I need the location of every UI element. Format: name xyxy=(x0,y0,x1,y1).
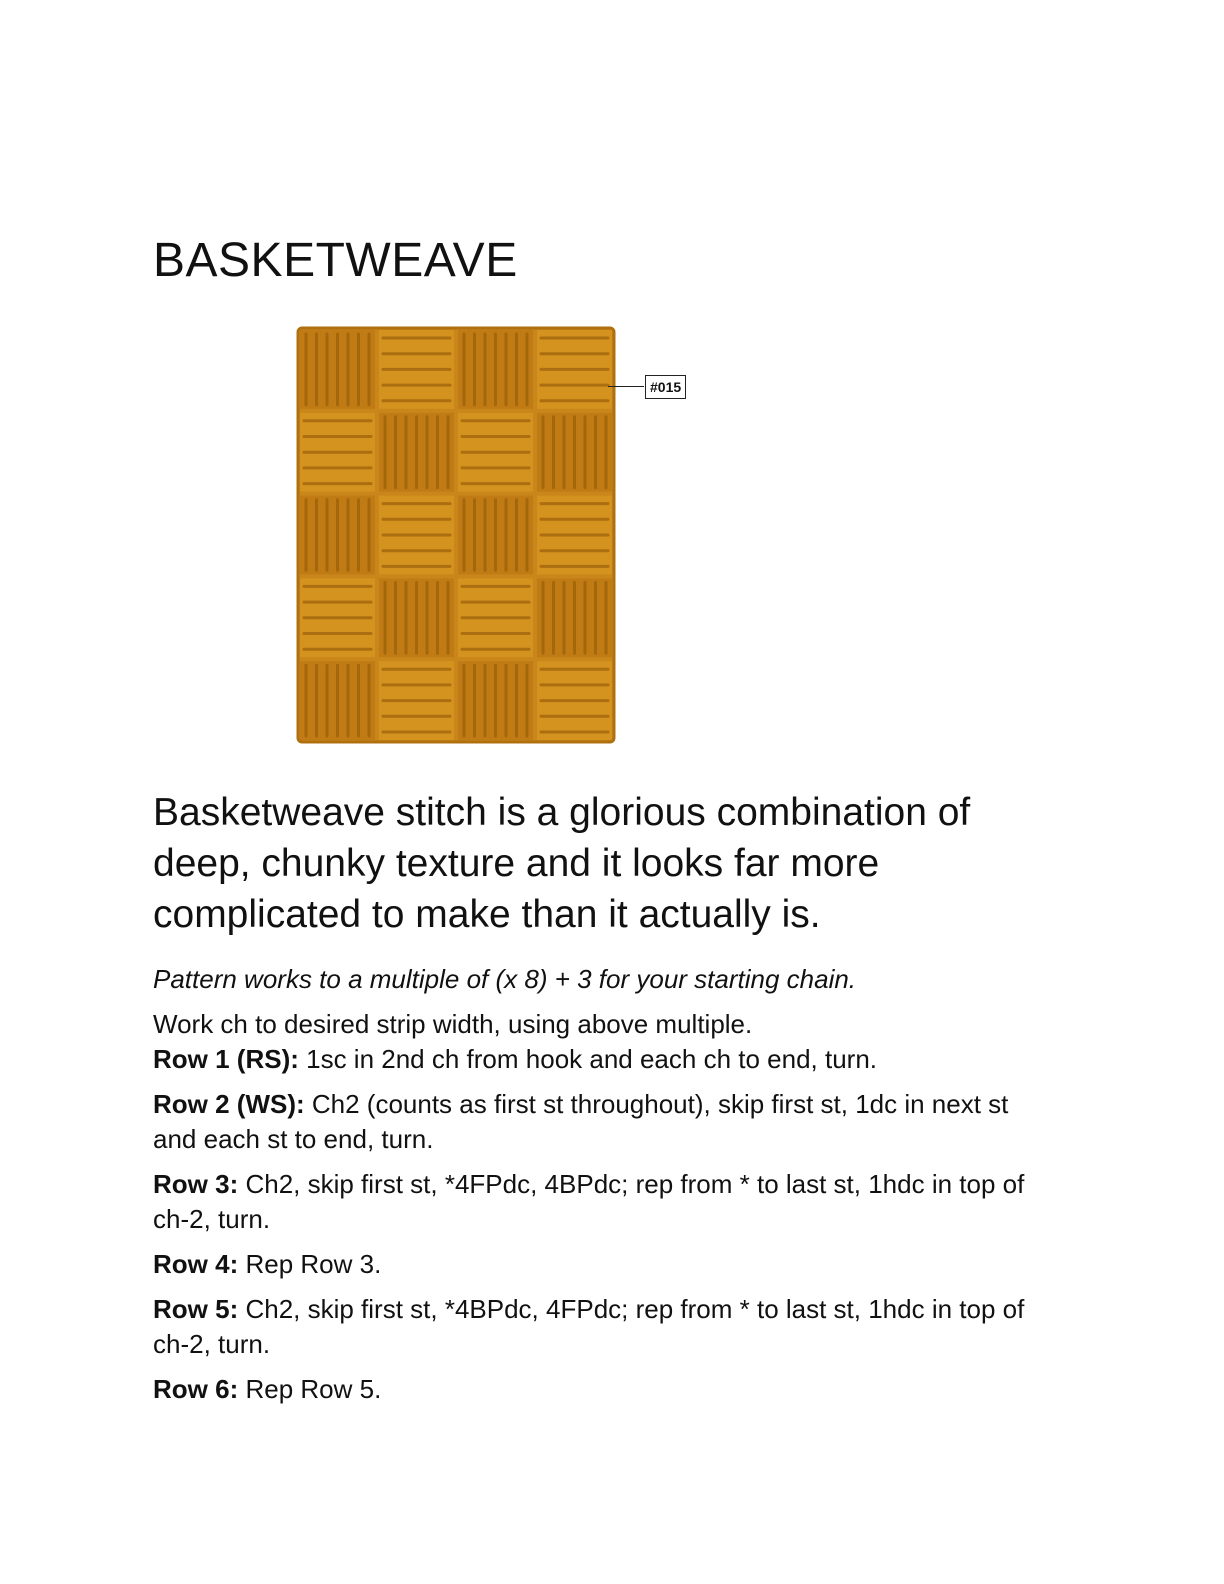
row-text: 1sc in 2nd ch from hook and each ch to end, turn. xyxy=(298,1044,878,1074)
row-text: Ch2, skip first st, *4FPdc, 4BPdc; rep from * to last st, 1hdc in top of ch-2, turn. xyxy=(153,1169,1025,1234)
swatch-figure xyxy=(296,326,716,746)
row-text: Ch2, skip first st, *4BPdc, 4FPdc; rep from * to last st, 1hdc in top of ch-2, turn. xyxy=(153,1294,1025,1359)
row-instruction xyxy=(153,1372,1053,1407)
row-label: Row 6: xyxy=(153,1374,239,1404)
row-instruction xyxy=(153,1087,1053,1157)
swatch-number-label: #015 xyxy=(645,375,686,399)
row-instruction xyxy=(153,1247,1053,1282)
row-text: Rep Row 5. xyxy=(238,1374,382,1404)
callout-leader-line xyxy=(608,386,644,387)
row-label: Row 1 (RS): xyxy=(153,1044,299,1074)
multiple-note: Pattern works to a multiple of (x 8) + 3 for your starting chain. xyxy=(153,964,857,994)
row-instruction xyxy=(153,1042,1053,1077)
row-text: Ch2 (counts as first st throughout), skip first st, 1dc in next st and each st to end, turn. xyxy=(153,1089,1009,1154)
row-label: Row 5: xyxy=(153,1294,239,1324)
row-instruction xyxy=(153,1292,1053,1362)
basketweave-swatch-image xyxy=(296,326,616,746)
row-label: Row 3: xyxy=(153,1169,239,1199)
row-text: Rep Row 3. xyxy=(238,1249,382,1279)
row-instruction xyxy=(153,1167,1053,1237)
row-label: Row 2 (WS): xyxy=(153,1089,305,1119)
intro-paragraph: Basketweave stitch is a glorious combination of deep, chunky texture and it looks far more complicated to make than it actually is. xyxy=(153,791,971,936)
foundation-instruction: Work ch to desired strip width, using above multiple. xyxy=(153,1009,753,1039)
page-title: BASKETWEAVE xyxy=(153,234,518,287)
row-label: Row 4: xyxy=(153,1249,239,1279)
